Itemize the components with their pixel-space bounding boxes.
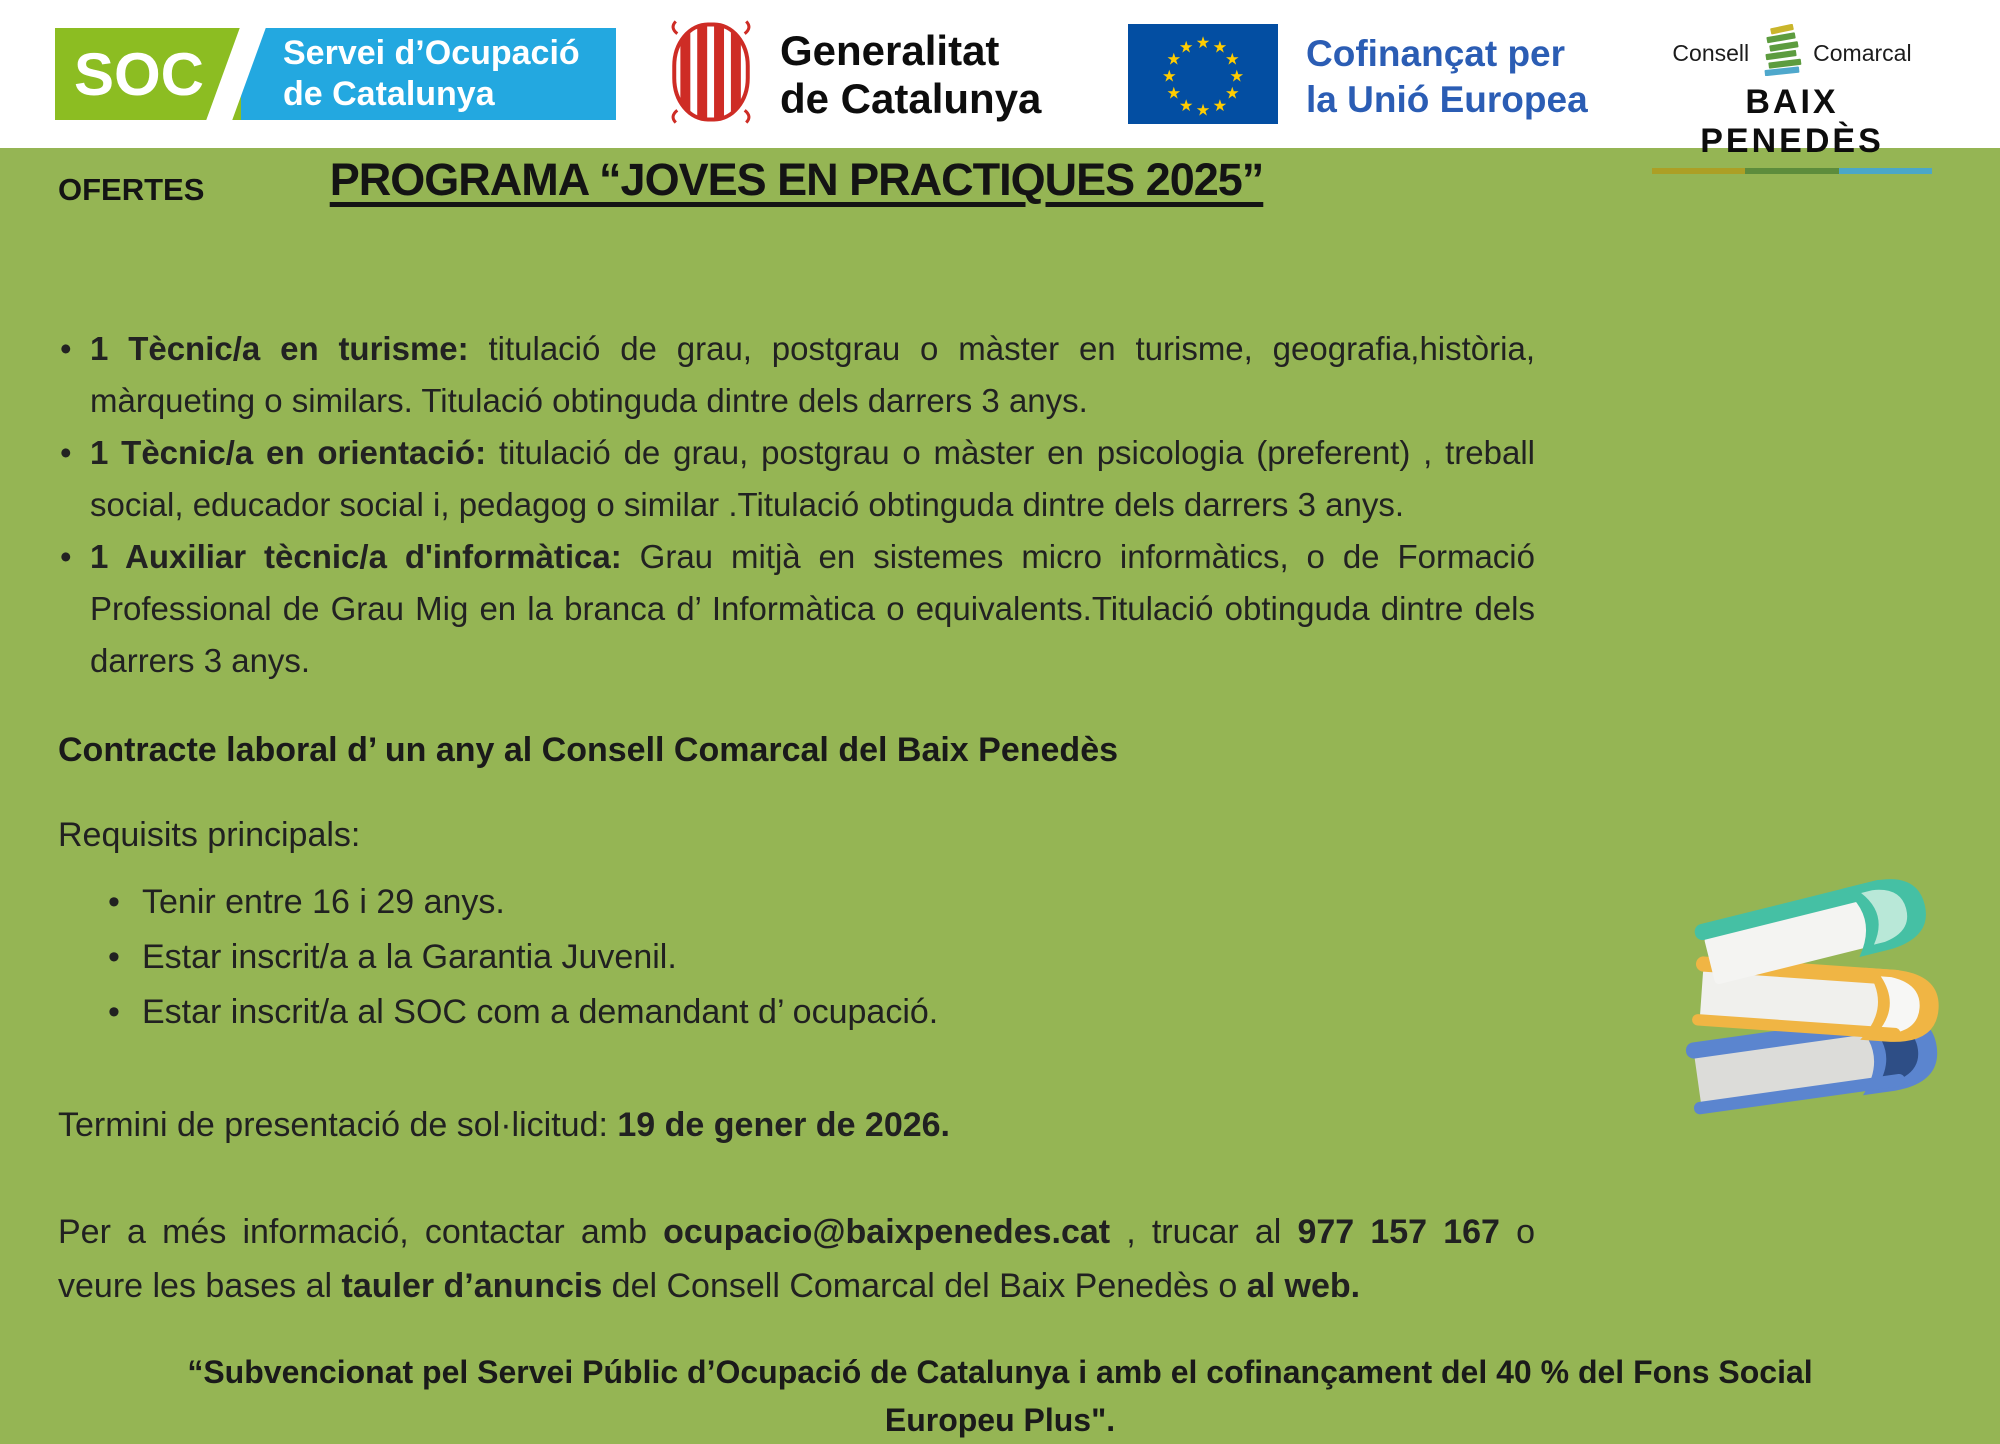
baix-penedes-logo xyxy=(1652,24,1932,174)
svg-text:★: ★ xyxy=(1195,32,1211,52)
eu-text-line1: Cofinançat per xyxy=(1306,33,1566,75)
svg-text:★: ★ xyxy=(1212,95,1228,115)
svg-text:★: ★ xyxy=(1229,66,1245,86)
offer-item-orientacio xyxy=(58,427,1535,531)
svg-text:★: ★ xyxy=(1166,83,1182,103)
offers-list xyxy=(58,323,1535,687)
bp-bar-green xyxy=(1745,168,1838,174)
eu-cofunded-logo xyxy=(1128,24,1588,129)
contact-phone: 977 157 167 xyxy=(1297,1213,1500,1251)
svg-text:★: ★ xyxy=(1178,95,1194,115)
bp-name: BAIX PENEDÈS xyxy=(1700,83,1884,160)
contact-web: al web. xyxy=(1246,1267,1361,1305)
offer-item-informatica xyxy=(58,531,1535,687)
generalitat-logo xyxy=(662,16,1041,133)
requisit-item-garantia: • Estar inscrit/a a la Garantia Juvenil. xyxy=(106,930,1535,985)
deadline-label: Termini de presentació de sol·licitud: xyxy=(58,1106,618,1144)
requisits-list xyxy=(106,875,1535,1040)
svg-text:★: ★ xyxy=(1195,100,1211,120)
requisits-heading: Requisits principals: xyxy=(58,816,361,854)
bp-comarcal-label: Comarcal xyxy=(1813,39,1912,66)
logo-bar xyxy=(0,0,2000,160)
svg-text:★: ★ xyxy=(1224,83,1240,103)
offer-item-turisme xyxy=(58,323,1535,427)
svg-text:★: ★ xyxy=(1166,49,1182,69)
offer-details: titulació de grau, postgrau o màster en psicologia (preferent) , treball social, educador social i, pedagog o similar .Titulació obtinguda dintre dels darrers 3 anys. xyxy=(90,434,1536,523)
eu-text-line2: la Unió Europea xyxy=(1306,78,1588,120)
eu-flag-icon xyxy=(1128,24,1278,129)
offer-role: 1 Tècnic/a en turisme: xyxy=(90,330,469,367)
contract-line: Contracte laboral d’ un any al Consell Comarcal del Baix Penedès xyxy=(58,731,1119,769)
generalitat-shield-icon xyxy=(662,16,760,133)
offer-details: Grau mitjà en sistemes micro informàtics, o de Formació Professional de Grau Mig en la branca d’ Informàtica o equivalents.Titulació obtinguda dintre dels darrers 3 anys. xyxy=(90,538,1535,679)
ofertes-heading: OFERTES xyxy=(58,172,205,207)
soc-abbr: SOC xyxy=(55,28,241,120)
generalitat-name xyxy=(780,27,1041,121)
baix-penedes-stack-icon xyxy=(1757,24,1805,82)
eu-cofunded-text xyxy=(1306,31,1588,121)
bp-consell-label: Consell xyxy=(1672,39,1750,66)
requisit-item-age: • Tenir entre 16 i 29 anys. xyxy=(106,875,1535,930)
soc-name-line1: Servei d’Ocupació xyxy=(283,34,580,73)
deadline-date: 19 de gener de 2026. xyxy=(617,1106,951,1144)
bp-tricolor-bar xyxy=(1652,168,1932,174)
page-title: PROGRAMA “JOVES EN PRACTIQUES 2025” xyxy=(329,154,1264,205)
offer-role: 1 Auxiliar tècnic/a d'informàtica: xyxy=(90,538,622,575)
svg-text:★: ★ xyxy=(1212,37,1228,57)
contact-text: , trucar al xyxy=(1110,1213,1298,1251)
generalitat-line1: Generalitat xyxy=(780,27,1000,75)
requisit-item-soc: • Estar inscrit/a al SOC com a demandant d’ ocupació. xyxy=(106,985,1535,1040)
soc-name xyxy=(241,28,616,120)
contact-paragraph xyxy=(58,1205,1535,1313)
offer-role: 1 Tècnic/a en orientació: xyxy=(90,434,487,471)
funding-disclaimer-line1: “Subvencionat pel Servei Públic d’Ocupació de Catalunya i amb el cofinançament del 40 % del Fons Social xyxy=(187,1354,1813,1390)
svg-text:★: ★ xyxy=(1161,66,1177,86)
contact-email: ocupacio@baixpenedes.cat xyxy=(663,1213,1111,1251)
contact-text: del Consell Comarcal del Baix Penedès o xyxy=(602,1267,1247,1305)
offer-details: titulació de grau, postgrau o màster en turisme, geografia,història, màrqueting o similars. Titulació obtinguda dintre dels darrers 3 anys. xyxy=(90,330,1535,419)
bp-bar-blue xyxy=(1839,168,1932,174)
contact-text: Per a més informació, contactar amb xyxy=(58,1213,664,1251)
contact-text: o veure les bases al xyxy=(58,1213,1535,1305)
deadline-line xyxy=(58,1100,1535,1151)
bp-bar-yellow xyxy=(1652,168,1745,174)
poster-body xyxy=(0,154,2000,1313)
svg-text:★: ★ xyxy=(1178,37,1194,57)
generalitat-line2: de Catalunya xyxy=(780,74,1042,122)
soc-name-line2: de Catalunya xyxy=(283,75,495,113)
contact-board: tauler d’anuncis xyxy=(341,1267,603,1305)
baix-penedes-top-row xyxy=(1652,24,1932,82)
funding-disclaimer-line2: Europeu Plus". xyxy=(884,1402,1116,1438)
svg-text:★: ★ xyxy=(1224,49,1240,69)
soc-logo xyxy=(55,28,616,120)
books-illustration xyxy=(1675,850,1960,1115)
funding-disclaimer xyxy=(0,1348,2000,1444)
